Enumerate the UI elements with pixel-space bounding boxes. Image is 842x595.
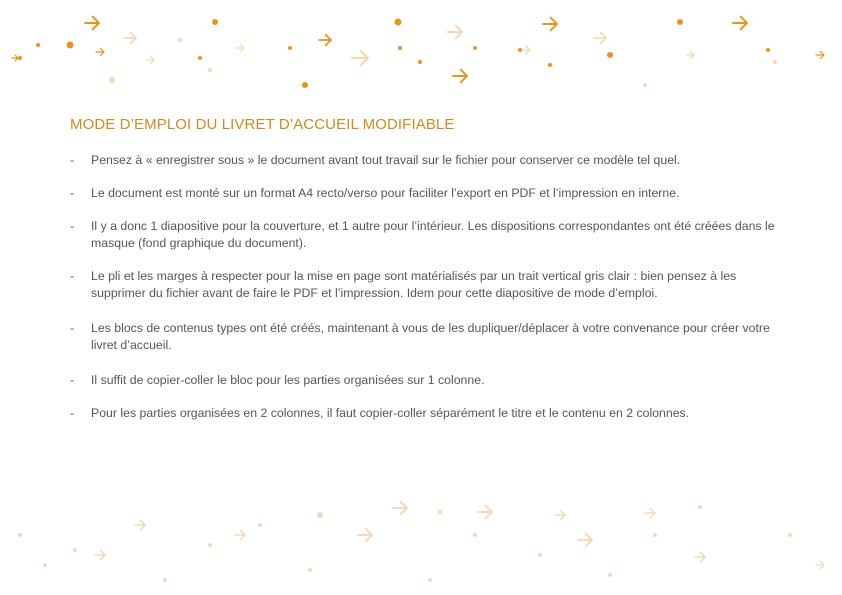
decorative-dot	[198, 56, 202, 60]
decorative-dot	[653, 533, 657, 537]
decorative-dot	[438, 510, 442, 514]
decorative-arrow-icon	[235, 531, 245, 540]
decorative-dot	[607, 52, 613, 58]
decorative-dot	[395, 19, 402, 26]
decorative-dot	[212, 19, 218, 25]
bullet-dash: -	[70, 406, 75, 420]
decorative-dot	[18, 56, 22, 60]
list-item	[70, 405, 790, 422]
bullet-dash: -	[70, 186, 75, 200]
decorative-dot	[698, 505, 702, 509]
decorative-dot	[163, 578, 167, 582]
decorative-dot	[73, 548, 77, 552]
list-item	[70, 372, 790, 389]
list-item	[70, 185, 790, 202]
instruction-text: Pensez à « enregistrer sous » le document avant tout travail sur le fichier pour conserver ce modèle tel quel.	[91, 153, 681, 167]
decorative-dot	[548, 63, 552, 67]
decorative-arrow-icon	[85, 17, 99, 30]
list-item	[70, 152, 790, 169]
instruction-text: Pour les parties organisées en 2 colonnes, il faut copier-coller séparément le titre et le contenu en 2 colonnes.	[91, 406, 690, 420]
decorative-arrow-icon	[555, 511, 565, 520]
decorative-dot	[258, 523, 262, 527]
page-title: MODE D’EMPLOI DU LIVRET D’ACCUEIL MODIFIABLE	[70, 116, 455, 133]
decorative-dot	[308, 568, 312, 572]
decorative-arrow-icon	[448, 26, 462, 39]
decorative-dot	[473, 533, 477, 537]
decorative-arrow-icon	[95, 551, 105, 560]
instruction-text: Il suffit de copier-coller le bloc pour les parties organisées sur 1 colonne.	[91, 373, 485, 387]
decorative-arrow-icon	[578, 534, 592, 547]
decorative-arrow-icon	[319, 35, 331, 46]
bullet-dash: -	[70, 269, 75, 283]
decorative-dot	[43, 563, 47, 567]
decorative-arrow-icon	[695, 553, 705, 562]
decorative-arrow-icon	[594, 33, 606, 44]
decorative-dot	[398, 46, 402, 50]
decorative-dot	[518, 48, 522, 52]
instruction-text: Les blocs de contenus types ont été créés, maintenant à vous de les dupliquer/déplacer à votre convenance pour créer votre livret d’accueil.	[91, 321, 770, 352]
decorative-arrow-icon	[393, 502, 407, 515]
list-item	[70, 320, 790, 354]
decorative-arrow-icon	[733, 17, 747, 30]
decorative-arrow-icon	[816, 51, 824, 58]
decorative-dot	[608, 573, 612, 577]
decorative-dot	[67, 42, 74, 49]
decorative-dot	[18, 533, 22, 537]
decorative-pattern-top	[0, 0, 842, 100]
decorative-arrow-icon	[96, 48, 104, 55]
decorative-arrow-icon	[12, 55, 18, 60]
decorative-dot	[208, 543, 212, 547]
instruction-text: Le pli et les marges à respecter pour la mise en page sont matérialisés par un trait vertical gris clair : bien pensez à les supprimer du fichier avant de faire le PDF et l’impression. Idem pour cette diapositive de mode d’emploi.	[91, 269, 737, 300]
instruction-text: Le document est monté sur un format A4 recto/verso pour faciliter l’export en PDF et l’impression en interne.	[91, 186, 680, 200]
decorative-pattern-bottom	[0, 495, 842, 595]
decorative-dot	[109, 77, 115, 83]
decorative-arrow-icon	[146, 56, 154, 63]
list-item	[70, 218, 790, 252]
decorative-arrow-icon	[645, 509, 655, 518]
decorative-dot	[208, 68, 212, 72]
decorative-dot	[677, 19, 683, 25]
decorative-arrow-icon	[124, 33, 136, 44]
decorative-dot	[643, 83, 647, 87]
decorative-dot	[302, 82, 308, 88]
instruction-text: Il y a donc 1 diapositive pour la couverture, et 1 autre pour l’intérieur. Les dispositions correspondantes ont été créées dans le masque (fond graphique du document).	[91, 219, 775, 250]
list-item	[70, 268, 790, 302]
decorative-arrow-icon	[686, 51, 694, 58]
decorative-arrow-icon	[352, 51, 368, 65]
decorative-arrow-icon	[478, 506, 492, 519]
instruction-list	[70, 152, 790, 438]
decorative-dot	[317, 512, 323, 518]
decorative-dot	[428, 578, 432, 582]
decorative-dot	[766, 48, 770, 52]
bullet-dash: -	[70, 153, 75, 167]
decorative-arrow-icon	[453, 70, 467, 83]
decorative-arrow-icon	[358, 529, 372, 542]
decorative-dot	[288, 46, 292, 50]
bullet-dash: -	[70, 219, 75, 233]
bullet-dash: -	[70, 373, 75, 387]
decorative-arrow-icon	[135, 521, 145, 530]
decorative-dot	[773, 60, 777, 64]
decorative-dot	[538, 553, 542, 557]
decorative-dot	[178, 38, 182, 42]
decorative-dot	[473, 46, 477, 50]
decorative-arrow-icon	[543, 18, 557, 31]
decorative-arrow-icon	[236, 44, 244, 51]
decorative-dot	[788, 533, 792, 537]
decorative-dot	[36, 43, 40, 47]
decorative-dot	[418, 60, 422, 64]
decorative-arrow-icon	[816, 561, 824, 568]
bullet-dash: -	[70, 321, 75, 335]
